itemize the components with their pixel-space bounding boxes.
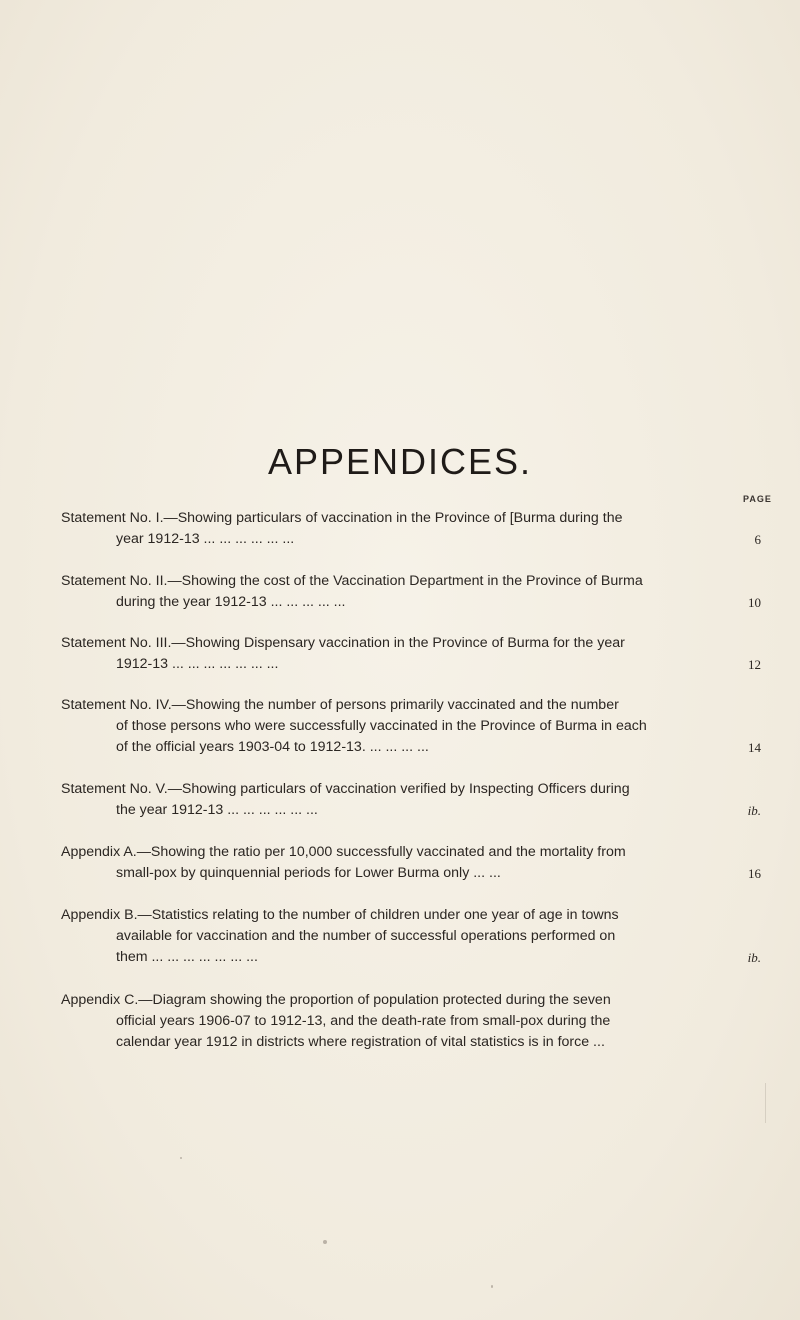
toc-entry-page-number: ib. [747, 803, 761, 818]
toc-entry-page-number: ib. [747, 950, 761, 965]
toc-entry-line: Statement No. IV.—Showing the number of persons primarily vaccinated and the number [61, 697, 619, 713]
page-column-header: PAGE [743, 494, 772, 504]
toc-entry-statement-4 [61, 695, 761, 758]
toc-entry-line: calendar year 1912 in districts where registration of vital statistics is in force ... [116, 1034, 605, 1050]
toc-entry-statement-5 [61, 779, 761, 821]
scan-speck [323, 1240, 327, 1244]
toc-entry-line: Statement No. III.—Showing Dispensary vaccination in the Province of Burma for the year [61, 635, 625, 651]
toc-entry-line: of those persons who were successfully vaccinated in the Province of Burma in each [116, 718, 647, 734]
toc-entry-line: 1912-13 ... ... ... ... ... ... ... [116, 656, 279, 672]
toc-entry-line: the year 1912-13 ... ... ... ... ... ... [116, 802, 318, 818]
toc-entry-appendix-a [61, 842, 761, 884]
toc-entry-line: Appendix B.—Statistics relating to the number of children under one year of age in towns [61, 907, 619, 923]
toc-entry-page-number: 16 [748, 866, 761, 881]
toc-entry-page-number: 14 [748, 740, 761, 755]
toc-entry-line: Statement No. V.—Showing particulars of vaccination verified by Inspecting Officers during [61, 781, 630, 797]
toc-entry-line: them ... ... ... ... ... ... ... [116, 949, 258, 965]
toc-entry-statement-1 [61, 508, 761, 550]
toc-entry-appendix-c [61, 990, 761, 1053]
scan-speck [491, 1285, 493, 1288]
toc-entry-line: during the year 1912-13 ... ... ... ... ... [116, 594, 346, 610]
toc-entry-line: of the official years 1903-04 to 1912-13. ... ... ... ... [116, 739, 429, 755]
toc-entry-page-number: 12 [748, 657, 761, 672]
toc-entry-appendix-b [61, 905, 761, 968]
toc-entry-statement-2 [61, 571, 761, 613]
toc-entry-line: available for vaccination and the number of successful operations performed on [116, 928, 616, 944]
toc-entry-line: Appendix A.—Showing the ratio per 10,000 successfully vaccinated and the mortality from [61, 844, 626, 860]
toc-entry-line: Statement No. I.—Showing particulars of vaccination in the Province of [Burma during the [61, 510, 623, 526]
toc-entry-statement-3 [61, 633, 761, 675]
toc-entry-line: official years 1906-07 to 1912-13, and the death-rate from small-pox during the [116, 1013, 611, 1029]
scan-speck [765, 1083, 766, 1123]
toc-entry-page-number: 10 [748, 595, 761, 610]
toc-entry-line: year 1912-13 ... ... ... ... ... ... [116, 531, 295, 547]
page-title: APPENDICES. [267, 441, 533, 482]
toc-entry-line: Statement No. II.—Showing the cost of the Vaccination Department in the Province of Burma [61, 573, 643, 589]
toc-entry-line: Appendix C.—Diagram showing the proportion of population protected during the seven [61, 992, 611, 1008]
scan-speck [180, 1157, 182, 1159]
toc-entry-line: small-pox by quinquennial periods for Lower Burma only ... ... [116, 865, 501, 881]
toc-entry-page-number: 6 [754, 532, 761, 547]
